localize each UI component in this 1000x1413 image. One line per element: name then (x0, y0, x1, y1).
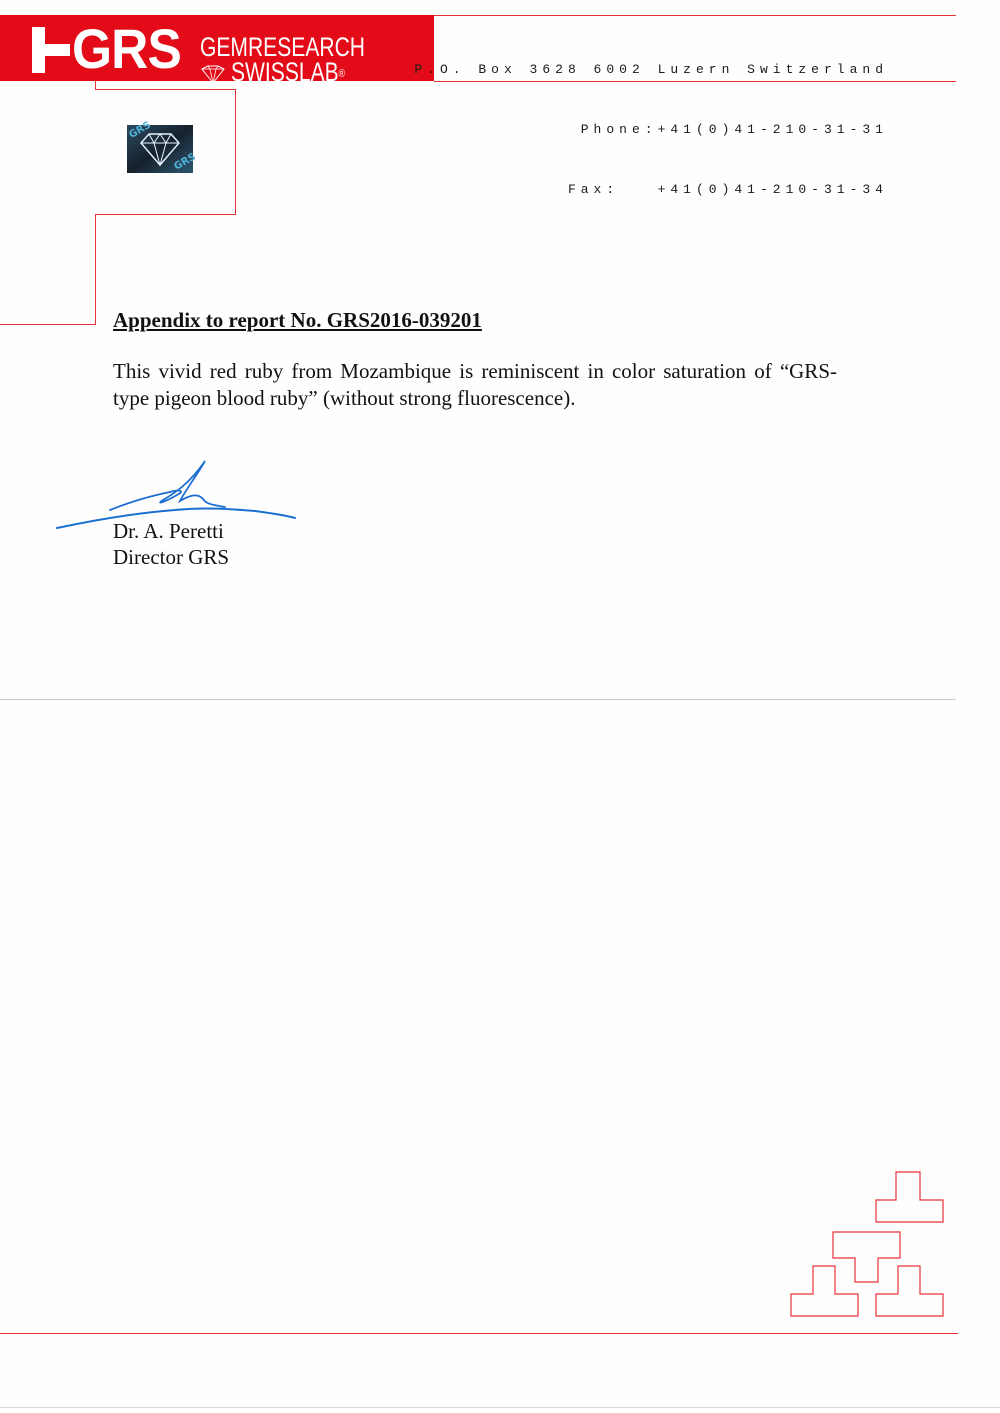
hologram-text: GRS (172, 151, 198, 173)
frame-line (95, 214, 96, 325)
header-rule-top (434, 15, 956, 16)
footer-rule (0, 1333, 958, 1334)
frame-line (235, 89, 236, 215)
appendix-body: This vivid red ruby from Mozambique is reminiscent in color saturation of “GRS-type pigeon blood ruby” (without strong fluorescence). (113, 359, 837, 410)
frame-line (95, 214, 236, 215)
hologram-diamond-icon (127, 119, 198, 173)
address-line: P.O. Box 3628 6002 Luzern Switzerland (414, 62, 888, 77)
fax-line (414, 180, 888, 200)
phone-label: Phone: (580, 122, 658, 137)
registered-mark: ® (338, 67, 346, 80)
hologram-text: GRS (127, 119, 153, 141)
fax-number: +41(0)41-210-31-34 (657, 182, 888, 197)
fold-line (0, 699, 956, 700)
logo-line-swisslab (231, 58, 345, 88)
logo-swisslab-text: SWISSLAB (231, 57, 339, 87)
frame-line (0, 324, 96, 325)
phone-line (414, 120, 888, 140)
page-edge-line (0, 1407, 1000, 1408)
phone-number: +41(0)41-210-31-31 (657, 122, 888, 137)
security-hologram (127, 119, 198, 173)
frame-line (95, 89, 236, 90)
swiss-cross-pattern-mark (788, 1170, 948, 1322)
header-rule-bottom (434, 81, 956, 82)
diamond-icon (198, 65, 228, 85)
fax-label: Fax: (567, 182, 620, 197)
logo-grs-text: GRS (72, 17, 181, 80)
contact-block (414, 20, 888, 240)
letterhead-banner (0, 15, 434, 87)
appendix-title: Appendix to report No. GRS2016-039201 (113, 308, 482, 332)
signatory-name: Dr. A. Peretti (113, 519, 224, 543)
signatory-title: Director GRS (113, 545, 230, 569)
logo-line-gemresearch: GEMRESEARCH (200, 32, 365, 62)
swiss-cross-icon (28, 27, 70, 73)
